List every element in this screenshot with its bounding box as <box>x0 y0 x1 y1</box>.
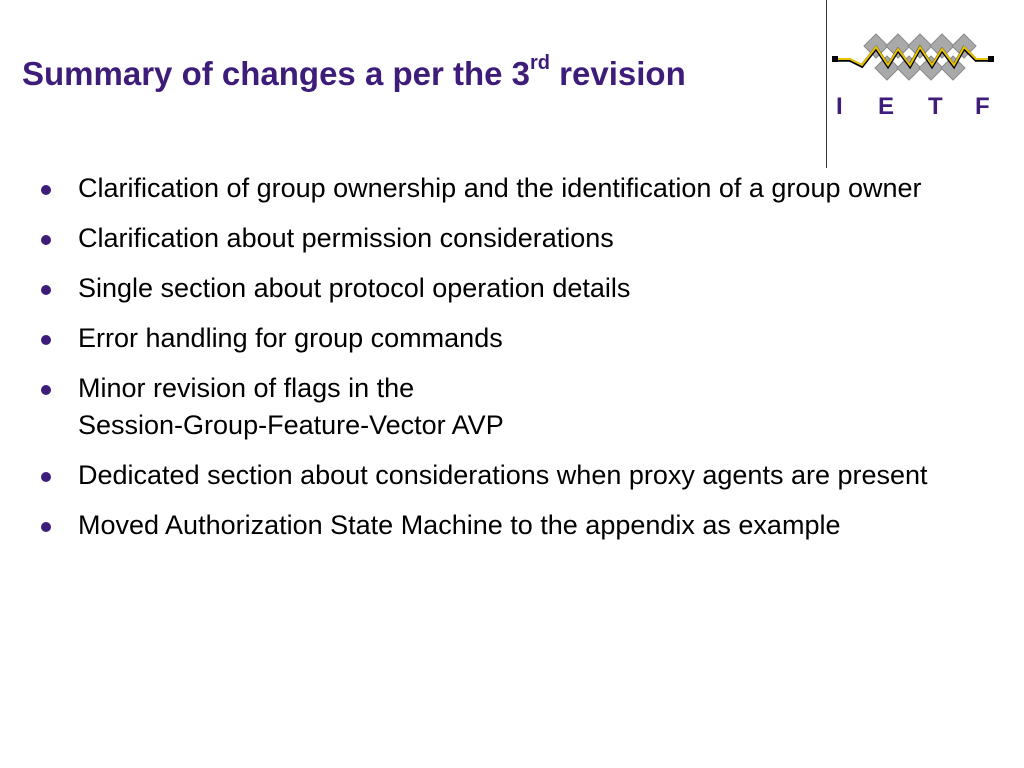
bullet-text-line: Minor revision of flags in the <box>78 373 415 403</box>
bullet-item <box>40 507 990 544</box>
logo-end-cap-left <box>832 56 838 62</box>
logo-diamond <box>941 56 965 80</box>
slide-title-superscript: rd <box>530 52 551 74</box>
bullet-text <box>78 370 990 444</box>
slide-title-end: revision <box>550 55 686 92</box>
logo-letter: E <box>878 93 895 120</box>
bullet-dot-icon <box>41 522 51 532</box>
bullet-text: Clarification about permission considerations <box>78 223 614 253</box>
bullet-dot-icon <box>41 185 51 195</box>
logo-diamond <box>875 56 899 80</box>
logo-letter: T <box>928 93 943 120</box>
bullet-item <box>40 170 990 207</box>
bullet-item <box>40 220 990 257</box>
bullet-text: Moved Authorization State Machine to the appendix as example <box>78 510 841 540</box>
logo-letter: F <box>975 93 990 120</box>
bullet-item <box>40 457 990 494</box>
bullet-text: Single section about protocol operation details <box>78 273 631 303</box>
bullet-dot-icon <box>41 385 51 395</box>
slide-title <box>22 52 686 96</box>
logo-diamond <box>897 56 921 80</box>
bullet-dot-icon <box>41 285 51 295</box>
header-divider <box>826 0 827 168</box>
logo-diamond <box>919 56 943 80</box>
logo-diamond <box>886 34 910 58</box>
bullet-dot-icon <box>41 235 51 245</box>
ietf-logo-graphic <box>832 30 1000 130</box>
logo-end-cap-right <box>988 56 994 62</box>
bullet-item <box>40 370 990 444</box>
bullet-text: Error handling for group commands <box>78 323 503 353</box>
bullet-dot-icon <box>41 472 51 482</box>
logo-diamond <box>930 34 954 58</box>
bullet-text: Clarification of group ownership and the identification of a group owner <box>78 173 922 203</box>
bullet-text-line: Session-Group-Feature-Vector AVP <box>78 410 504 440</box>
bullet-dot-icon <box>41 335 51 345</box>
logo-letter: I <box>836 93 843 120</box>
logo-letters <box>836 93 990 120</box>
bullet-list <box>40 170 990 557</box>
slide-title-main: Summary of changes a per the 3 <box>22 55 531 92</box>
ietf-logo <box>832 30 1000 130</box>
bullet-text: Dedicated section about considerations when proxy agents are present <box>78 460 928 490</box>
bullet-item <box>40 320 990 357</box>
bullet-item <box>40 270 990 307</box>
